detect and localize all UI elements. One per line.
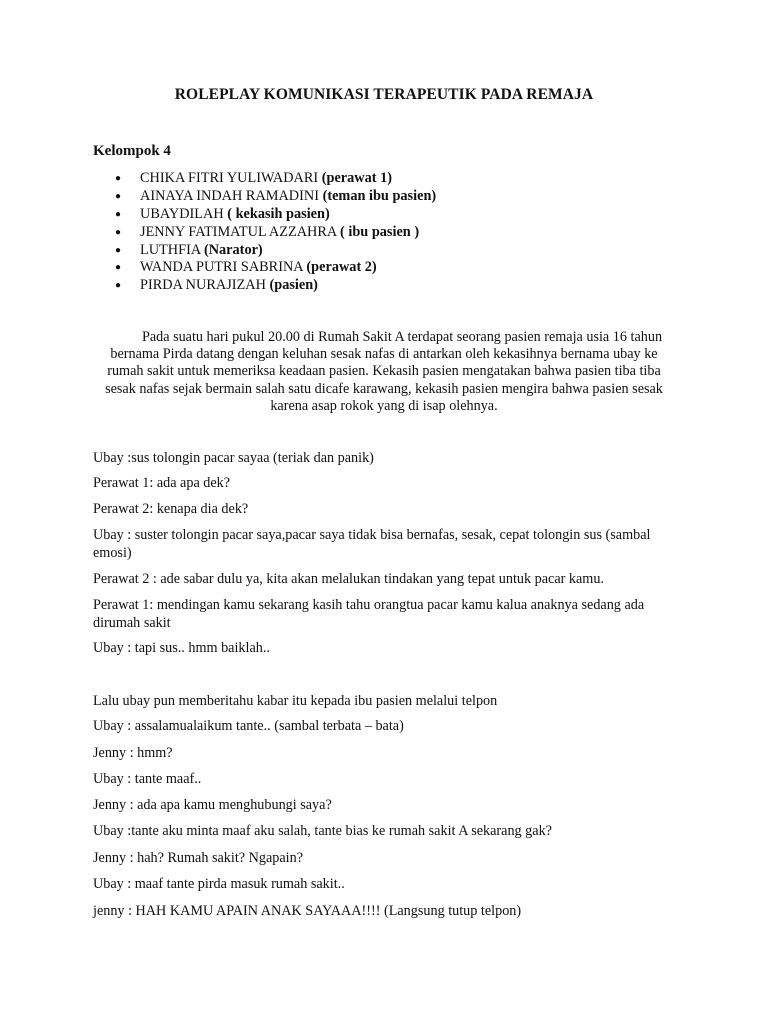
bullet-icon: ● [115, 226, 122, 238]
member-role: (perawat 1) [321, 170, 393, 186]
intro-paragraph [100, 329, 668, 415]
member-role: (Narator) [203, 241, 263, 258]
member-name: CHIKA FITRI YULIWADARI [140, 170, 319, 186]
member-name: UBAYDILAH [140, 205, 224, 222]
member-item [115, 259, 436, 277]
dialogue-line: Perawat 1: mendingan kamu sekarang kasih tahu orangtua pacar kamu kalua anaknya sedang ada dirumah sakit [93, 597, 645, 631]
bullet-icon: ● [115, 190, 122, 202]
member-name: WANDA PUTRI SABRINA [140, 259, 303, 276]
member-role: (teman ibu pasien) [322, 187, 437, 204]
dialogue-line: Perawat 2 : ade sabar dulu ya, kita akan melalukan tindakan yang tepat untuk pacar kamu. [93, 571, 604, 587]
bullet-icon: ● [115, 262, 122, 274]
member-item [115, 242, 436, 260]
intro-text: Pada suatu hari pukul 20.00 di Rumah Sakit A terdapat seorang pasien remaja usia 16 tahun bernama Pirda datang dengan keluhan sesak nafas di antarkan oleh kekasihnya bernama ubay ke rumah sakit untuk memeriksa keadaan pasien. Kekasih pasien mengatakan bahwa pasien tiba tiba sesak nafas sejak bermain salah satu dicafe karawang, kekasih pasien mengira bahwa pasien sesak karena asap rokok yang di isap olehnya. [105, 329, 663, 414]
member-role: (perawat 2) [306, 259, 377, 276]
bullet-icon: ● [115, 244, 122, 256]
dialogue-line: jenny : HAH KAMU APAIN ANAK SAYAAA!!!! (Langsung tutup telpon) [93, 903, 522, 919]
member-name: AINAYA INDAH RAMADINI [140, 187, 319, 204]
member-role: ( ibu pasien ) [340, 223, 420, 240]
dialogue-line: Ubay : maaf tante pirda masuk rumah sakit.. [93, 876, 345, 892]
dialogue-line: Ubay :sus tolongin pacar sayaa (teriak dan panik) [93, 450, 374, 466]
document-title: ROLEPLAY KOMUNIKASI TERAPEUTIK PADA REMAJA [174, 86, 594, 103]
member-item [115, 170, 436, 188]
dialogue-line: Jenny : hah? Rumah sakit? Ngapain? [93, 850, 303, 866]
dialogue-line: Jenny : hmm? [93, 745, 173, 761]
dialogue-line: Ubay : suster tolongin pacar saya,pacar saya tidak bisa bernafas, sesak, cepat tolongin sus (sambal emosi) [93, 527, 651, 561]
member-name: PIRDA NURAJIZAH [140, 277, 266, 294]
bullet-icon: ● [115, 280, 122, 292]
dialogue-line: Perawat 1: ada apa dek? [93, 475, 231, 491]
member-list [115, 170, 436, 295]
bullet-icon: ● [115, 173, 122, 184]
dialogue-line: Ubay : tante maaf.. [93, 771, 202, 787]
member-role: ( kekasih pasien) [227, 205, 330, 222]
group-heading: Kelompok 4 [93, 143, 171, 159]
member-item [115, 277, 436, 295]
dialogue-line: Ubay :tante aku minta maaf aku salah, tante bias ke rumah sakit A sekarang gak? [93, 823, 552, 839]
dialogue-line: Ubay : assalamualaikum tante.. (sambal terbata – bata) [93, 718, 404, 734]
member-item [115, 188, 436, 206]
member-item [115, 206, 436, 224]
bullet-icon: ● [115, 208, 122, 220]
dialogue-line: Jenny : ada apa kamu menghubungi saya? [93, 797, 332, 813]
member-item [115, 224, 436, 242]
member-role: (pasien) [269, 277, 318, 294]
narration-line: Lalu ubay pun memberitahu kabar itu kepada ibu pasien melalui telpon [93, 693, 498, 709]
dialogue-line: Ubay : tapi sus.. hmm baiklah.. [93, 640, 270, 656]
member-name: LUTHFIA [140, 241, 201, 258]
dialogue-line: Perawat 2: kenapa dia dek? [93, 501, 249, 517]
member-name: JENNY FATIMATUL AZZAHRA [140, 223, 337, 240]
